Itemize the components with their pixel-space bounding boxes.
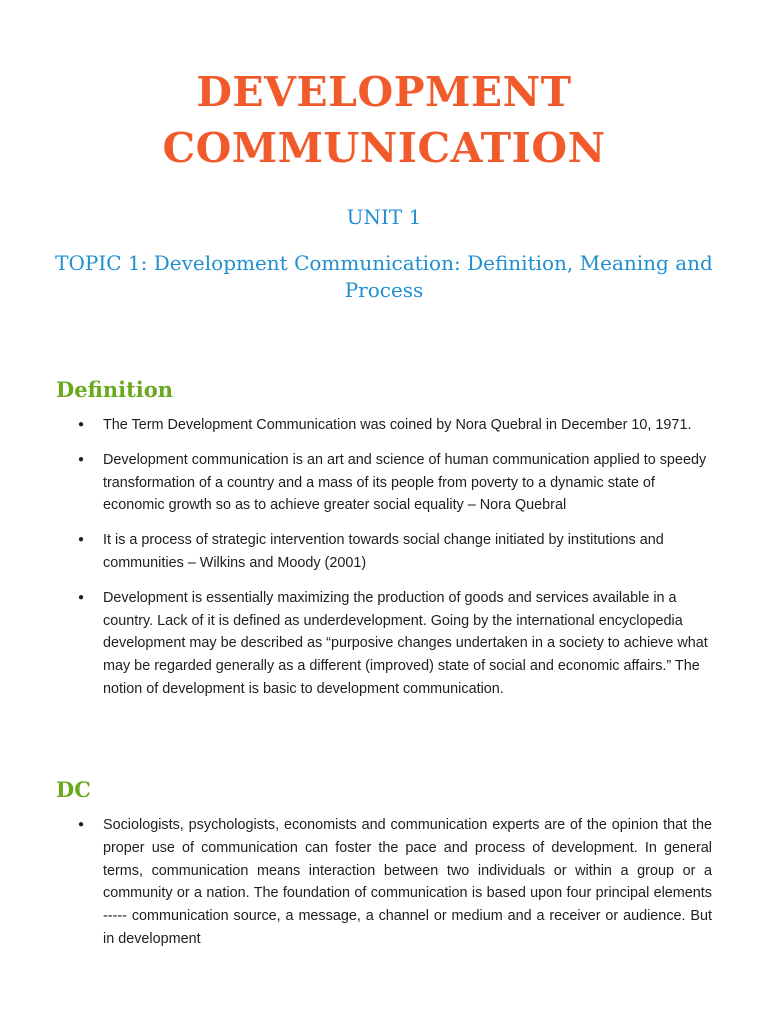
- definition-list: [56, 414, 712, 713]
- list-item: ● Development is essentially maximizing the production of goods and services available in a country. Lack of it is defined as underdevelopment. Going by the international encyclopedia development may be described as “purposive changes undertaken in a society to achieve what may be regarded generally as a different (improved) state of social and economic affairs.” The notion of development is basic to development communication.: [56, 587, 712, 701]
- list-item: ● Development communication is an art and science of human communication applied to speedy transformation of a country and a mass of its people from poverty to a dynamic state of economic growth so as to achieve greater social equality – Nora Quebral: [56, 449, 712, 517]
- document-title: [0, 64, 768, 176]
- list-item: ● The Term Development Communication was coined by Nora Quebral in December 10, 1971.: [56, 414, 712, 437]
- topic-heading: TOPIC 1: Development Communication: Definition, Meaning and Process: [55, 251, 713, 302]
- document-title-line-1: DEVELOPMENT: [196, 68, 572, 116]
- document-title-line-2: COMMUNICATION: [162, 124, 606, 172]
- unit-label: UNIT 1: [346, 205, 422, 229]
- list-item: ● It is a process of strategic intervention towards social change initiated by institutions and communities – Wilkins and Moody (2001): [56, 529, 712, 575]
- dc-list: [56, 814, 712, 963]
- list-item: ● Sociologists, psychologists, economists and communication experts are of the opinion that the proper use of communication can foster the pace and process of development. In general terms, communication means interaction between two individuals or within a group or a community or a nation. The foundation of communication is based upon four principal elements ----- communication source, a message, a channel or medium and a receiver or audience. But in development: [56, 814, 712, 951]
- section-heading-definition: Definition: [56, 377, 174, 402]
- section-heading-dc: DC: [56, 777, 91, 802]
